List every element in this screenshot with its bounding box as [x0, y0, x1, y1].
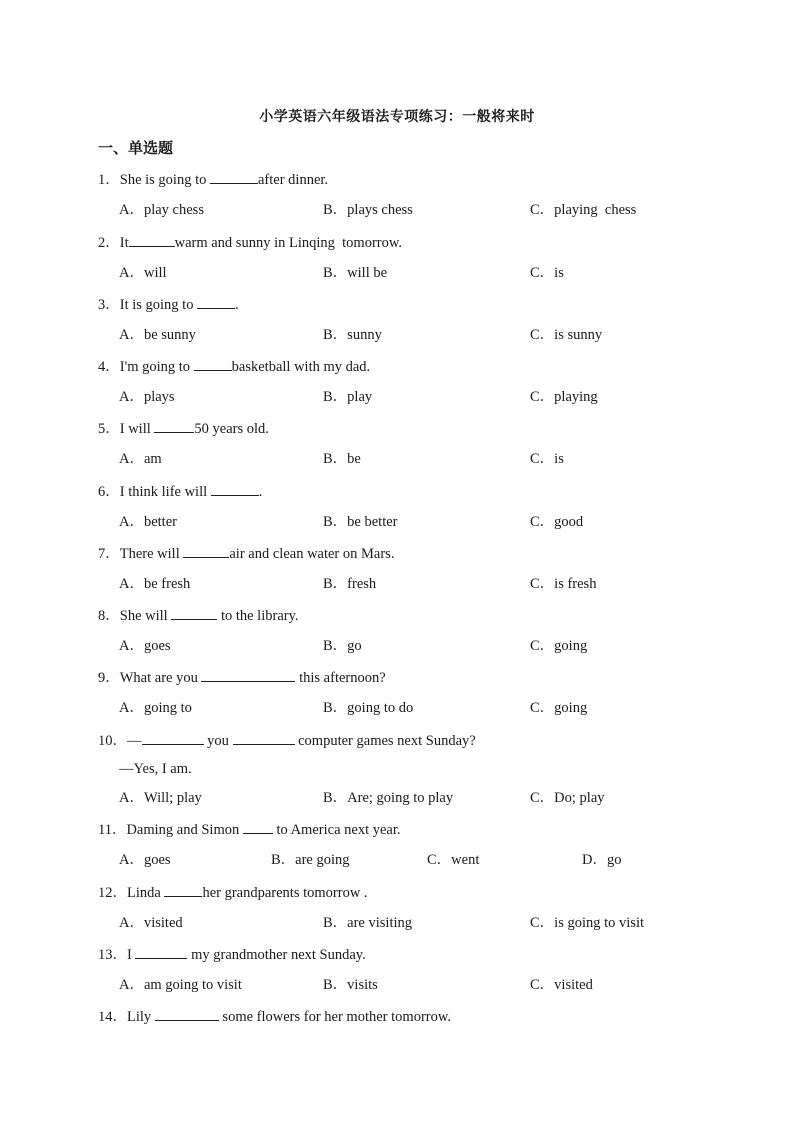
page-title: 小学英语六年级语法专项练习：一般将来时: [259, 109, 535, 125]
question-14: 14．Lily some flowers for her mother tomorrow.: [98, 1009, 452, 1025]
answer-blank: [210, 170, 258, 184]
question-9: 9．What are you this afternoon?: [98, 670, 386, 686]
question-2: 2．It warm and sunny in Linqing tomorrow.: [98, 235, 403, 251]
answer-blank: [194, 357, 232, 371]
question-10: 10．— you computer games next Sunday?: [98, 733, 476, 749]
answer-blank: [171, 606, 217, 620]
question-3: 3．It is going to .: [98, 297, 239, 313]
option-b: B．be better: [323, 514, 398, 530]
option-c: C．is going to visit: [530, 915, 645, 931]
question-11: 11．Daming and Simon to America next year.: [98, 822, 401, 838]
option-c: C．went: [427, 852, 480, 868]
dialogue-reply: —Yes, I am.: [119, 761, 192, 777]
option-c: C．is fresh: [530, 576, 597, 592]
question-13: 13．I my grandmother next Sunday.: [98, 947, 366, 963]
option-c: C．playing: [530, 389, 598, 405]
question-12: 12．Linda her grandparents tomorrow .: [98, 885, 368, 901]
option-a: A．be fresh: [119, 576, 191, 592]
answer-blank: [135, 945, 187, 959]
option-a: A．will: [119, 265, 167, 281]
option-b: B．go: [323, 638, 362, 654]
answer-blank: [142, 731, 204, 745]
option-b: B．Are; going to play: [323, 790, 454, 806]
option-c: C．is sunny: [530, 327, 603, 343]
option-c: C．visited: [530, 977, 593, 993]
option-a: A．plays: [119, 389, 175, 405]
answer-blank: [155, 1007, 219, 1021]
option-a: A．am: [119, 451, 162, 467]
question-5: 5．I will 50 years old.: [98, 421, 269, 437]
option-b: B．play: [323, 389, 373, 405]
answer-blank: [129, 233, 175, 247]
option-b: B．will be: [323, 265, 388, 281]
option-b: B．going to do: [323, 700, 414, 716]
question-6: 6．I think life will .: [98, 484, 263, 500]
option-c: C．is: [530, 451, 564, 467]
option-b: B．are going: [271, 852, 350, 868]
question-7: 7．There will air and clean water on Mars.: [98, 546, 395, 562]
question-8: 8．She will to the library.: [98, 608, 299, 624]
question-4: 4．I'm going to basketball with my dad.: [98, 359, 371, 375]
option-c: C．Do; play: [530, 790, 605, 806]
option-b: B．plays chess: [323, 202, 413, 218]
section-title: 一、单选题: [98, 139, 174, 157]
option-a: A．going to: [119, 700, 192, 716]
answer-blank: [211, 482, 259, 496]
option-a: A．better: [119, 514, 177, 530]
option-c: C．playing chess: [530, 202, 637, 218]
option-a: A．goes: [119, 638, 171, 654]
option-b: B．visits: [323, 977, 378, 993]
option-b: B．are visiting: [323, 915, 413, 931]
answer-blank: [164, 883, 202, 897]
option-d: D．go: [582, 852, 622, 868]
option-a: A．Will; play: [119, 790, 202, 806]
answer-blank: [233, 731, 295, 745]
answer-blank: [154, 419, 194, 433]
option-c: C．going: [530, 700, 588, 716]
option-c: C．good: [530, 514, 584, 530]
option-c: C．going: [530, 638, 588, 654]
option-b: B．sunny: [323, 327, 382, 343]
option-b: B．be: [323, 451, 361, 467]
option-c: C．is: [530, 265, 564, 281]
option-a: A．goes: [119, 852, 171, 868]
option-a: A．am going to visit: [119, 977, 242, 993]
answer-blank: [183, 544, 229, 558]
option-b: B．fresh: [323, 576, 377, 592]
answer-blank: [201, 668, 295, 682]
answer-blank: [243, 820, 273, 834]
option-a: A．play chess: [119, 202, 204, 218]
option-a: A．visited: [119, 915, 183, 931]
question-1: 1．She is going to after dinner.: [98, 172, 329, 188]
option-a: A．be sunny: [119, 327, 196, 343]
answer-blank: [197, 295, 235, 309]
